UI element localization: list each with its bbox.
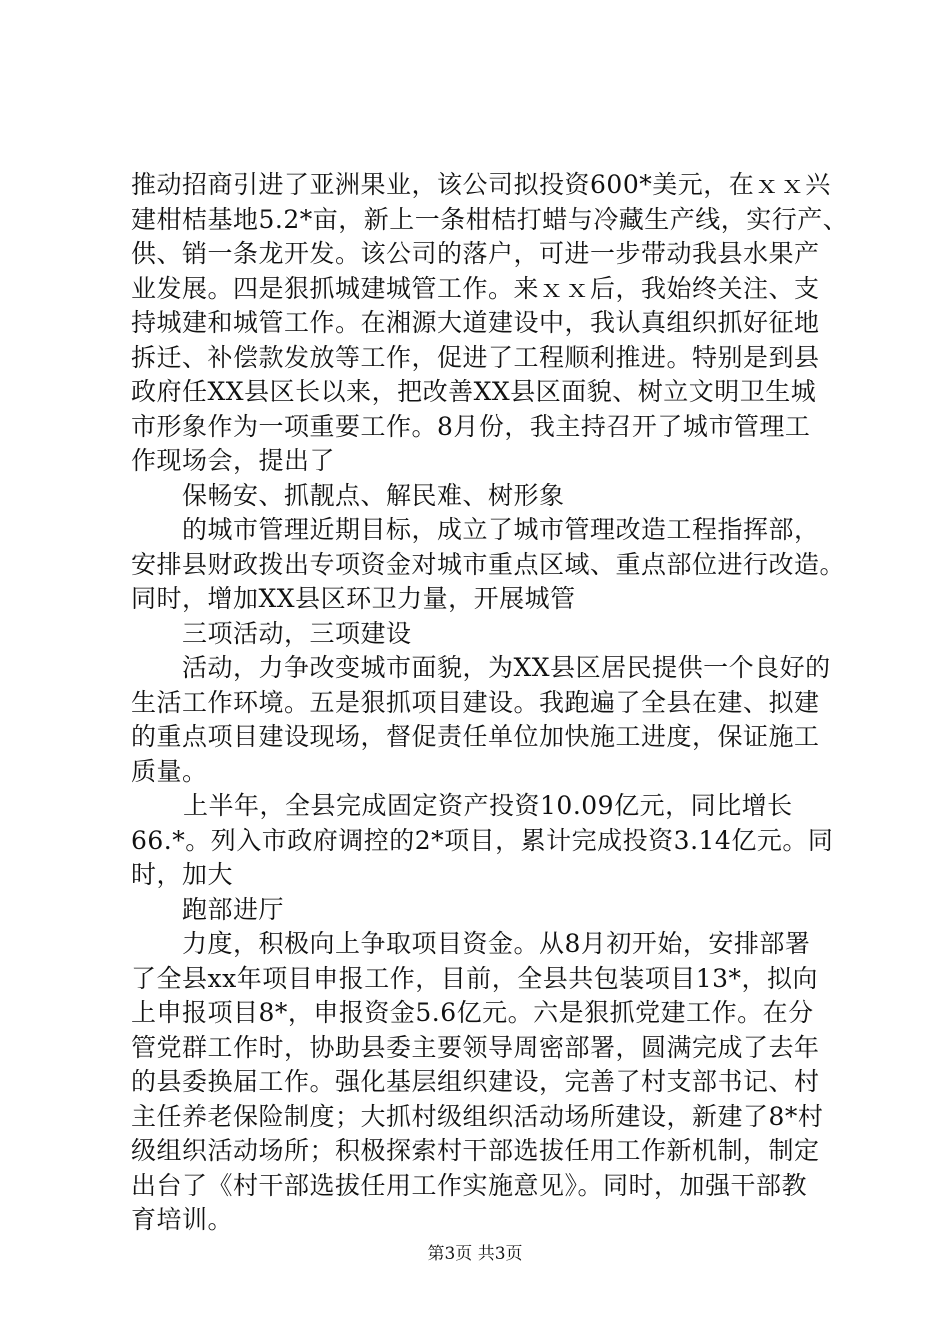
page-number-footer: 第3页 共3页 [427,1244,523,1264]
text-line: 育培训。 [131,1205,234,1234]
text-line: 级组织活动场所；积极探索村干部选拔任用工作新机制，制定 [131,1136,820,1165]
text-line: 拆迁、补偿款发放等工作，促进了工程顺利推进。特别是到县 [131,342,820,372]
text-line: 业发展。四是狠抓城建城管工作。来ｘｘ后，我始终关注、支 [131,273,820,303]
text-line: 持城建和城管工作。在湘源大道建设中，我认真组织抓好征地 [131,308,820,337]
quoted-phrase-line: 跑部进厅 [182,894,285,924]
text-line: 主任养老保险制度；大抓村级组织活动场所建设，新建了8*村 [131,1101,824,1131]
text-line: 政府任XX县区长以来，把改善XX县区面貌、树立文明卫生城 [131,377,817,406]
text-line: 管党群工作时，协助县委主要领导周密部署，圆满完成了去年 [131,1032,820,1062]
text-line: 作现场会，提出了 [131,446,336,475]
text-line: 上半年，全县完成固定资产投资10.09亿元，同比增长 [183,791,793,820]
text-line: 生活工作环境。五是狠抓项目建设。我跑遍了全县在建、拟建 [131,687,820,717]
text-line: 时，加大 [131,860,234,889]
text-line: 了全县xx年项目申报工作，目前，全县共包装项目13*，拟向 [131,963,819,993]
text-line: 66.*。列入市政府调控的2*项目，累计完成投资3.14亿元。同 [131,825,834,855]
text-line: 上申报项目8*，申报资金5.6亿元。六是狠抓党建工作。在分 [131,998,814,1027]
document-body [131,168,849,1238]
quoted-phrase-line: 保畅安、抓靓点、解民难、树形象 [182,480,565,510]
text-line: 市形象作为一项重要工作。8月份，我主持召开了城市管理工 [131,411,811,441]
text-line: 的县委换届工作。强化基层组织建设，完善了村支部书记、村 [131,1067,820,1096]
text-line: 建柑桔基地5.2*亩，新上一条柑桔打蜡与冷藏生产线，实行产、 [131,204,849,234]
text-line: 推动招商引进了亚洲果业，该公司拟投资600*美元，在ｘｘ兴 [131,170,831,199]
quoted-phrase-line: 三项活动，三项建设 [182,618,412,648]
text-line: 力度，积极向上争取项目资金。从8月初开始，安排部署 [182,929,811,958]
text-line: 活动，力争改变城市面貌，为XX县区居民提供一个良好的 [182,653,831,682]
text-line: 的城市管理近期目标，成立了城市管理改造工程指挥部， [182,515,820,544]
text-line: 供、销一条龙开发。该公司的落户，可进一步带动我县水果产 [131,239,820,268]
text-line: 同时，增加XX县区环卫力量，开展城管 [131,584,576,613]
text-line: 的重点项目建设现场，督促责任单位加快施工进度，保证施工 [131,722,820,751]
text-line: 质量。 [131,756,208,786]
text-line: 出台了《村干部选拔任用工作实施意见》。同时，加强干部教 [131,1170,808,1200]
text-line: 安排县财政拨出专项资金对城市重点区域、重点部位进行改造。 [131,549,846,579]
